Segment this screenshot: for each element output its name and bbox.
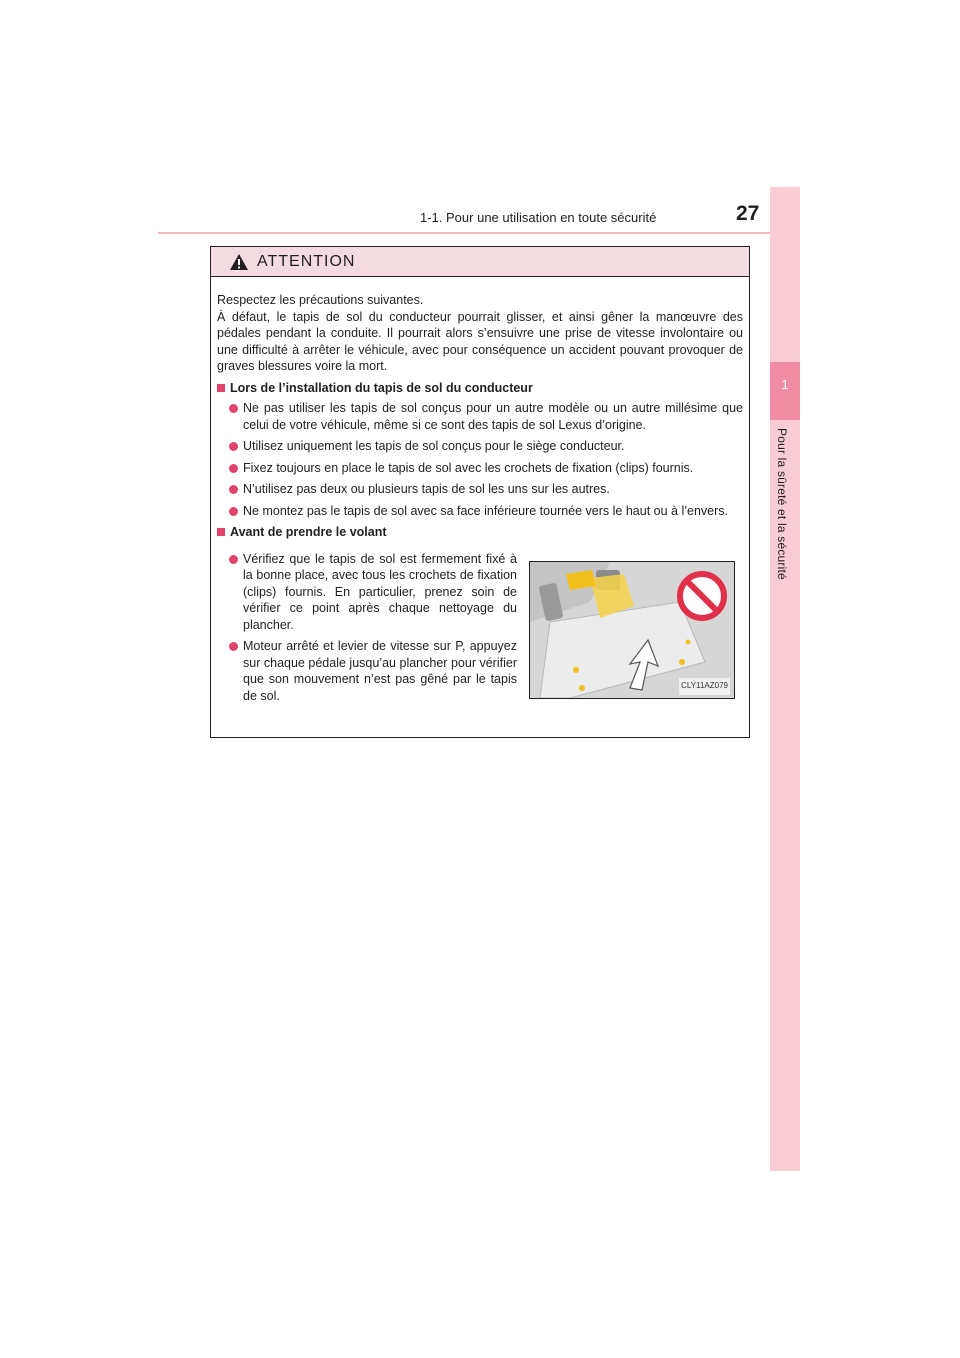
header-rule <box>158 232 800 234</box>
bullet-dot-icon <box>229 485 238 494</box>
list-item: Ne pas utiliser les tapis de sol conçus pour un autre modèle ou un autre millésime que celui de votre véhicule, même si ce sont des tapis de sol Lexus d’origine. <box>217 400 743 433</box>
bullet-dot-icon <box>229 464 238 473</box>
intro-paragraph: À défaut, le tapis de sol du conducteur pourrait glisser, et ainsi gêner la manœuvre des pédales pendant la conduite. Il pourrait alors s’ensuivre une prise de vitesse involontaire ou une difficulté à arrêter le véhicule, avec pour conséquence un accident pouvant provoquer de graves blessures voire la mort. <box>217 309 743 373</box>
list-item: Ne montez pas le tapis de sol avec sa face inférieure tournée vers le haut ou à l’envers. <box>217 503 743 520</box>
list-item: Vérifiez que le tapis de sol est fermement fixé à la bonne place, avec tous les crochets de fixation (clips) fournis. En particulier, prenez soin de vérifier ce point après chaque nettoyage du plancher. <box>217 551 517 634</box>
list-item: N’utilisez pas deux ou plusieurs tapis de sol les uns sur les autres. <box>217 481 743 498</box>
section-title-before-driving <box>217 524 743 541</box>
page-number: 27 <box>736 202 760 225</box>
bullet-dot-icon <box>229 507 238 516</box>
floor-mat-illustration <box>529 561 735 699</box>
warning-intro <box>217 292 743 375</box>
warning-heading: ATTENTION <box>257 252 356 270</box>
warning-box <box>210 246 750 738</box>
list-item: Fixez toujours en place le tapis de sol avec les crochets de fixation (clips) fournis. <box>217 460 743 477</box>
running-header: 1-1. Pour une utilisation en toute sécurité <box>420 210 657 225</box>
side-strip <box>770 187 800 1171</box>
figure-code: CLY11AZ079 <box>679 678 730 695</box>
before-driving-content <box>217 547 743 710</box>
bullet-dot-icon <box>229 404 238 413</box>
warning-body <box>211 277 749 709</box>
chapter-number: 1 <box>781 377 789 392</box>
before-driving-bullets <box>217 551 517 710</box>
chapter-label: Pour la sûreté et la sécurité <box>775 428 789 580</box>
warning-header <box>211 247 749 277</box>
warning-triangle-icon <box>229 253 249 271</box>
bullet-dot-icon <box>229 555 238 564</box>
section-title-installation <box>217 380 743 397</box>
installation-bullets <box>217 400 743 519</box>
list-item: Moteur arrêté et levier de vitesse sur P, appuyez sur chaque pédale jusqu’au plancher pour vérifier que son mouvement n’est pas gêné par le tapis de sol. <box>217 638 517 704</box>
section-title-text: Lors de l’installation du tapis de sol du conducteur <box>230 380 533 395</box>
prohibition-icon <box>680 574 724 618</box>
square-bullet-icon <box>217 384 225 392</box>
list-item: Utilisez uniquement les tapis de sol conçus pour le siège conducteur. <box>217 438 743 455</box>
bullet-dot-icon <box>229 442 238 451</box>
bullet-dot-icon <box>229 642 238 651</box>
square-bullet-icon <box>217 528 225 536</box>
intro-line: Respectez les précautions suivantes. <box>217 293 424 307</box>
section-title-text: Avant de prendre le volant <box>230 525 387 539</box>
